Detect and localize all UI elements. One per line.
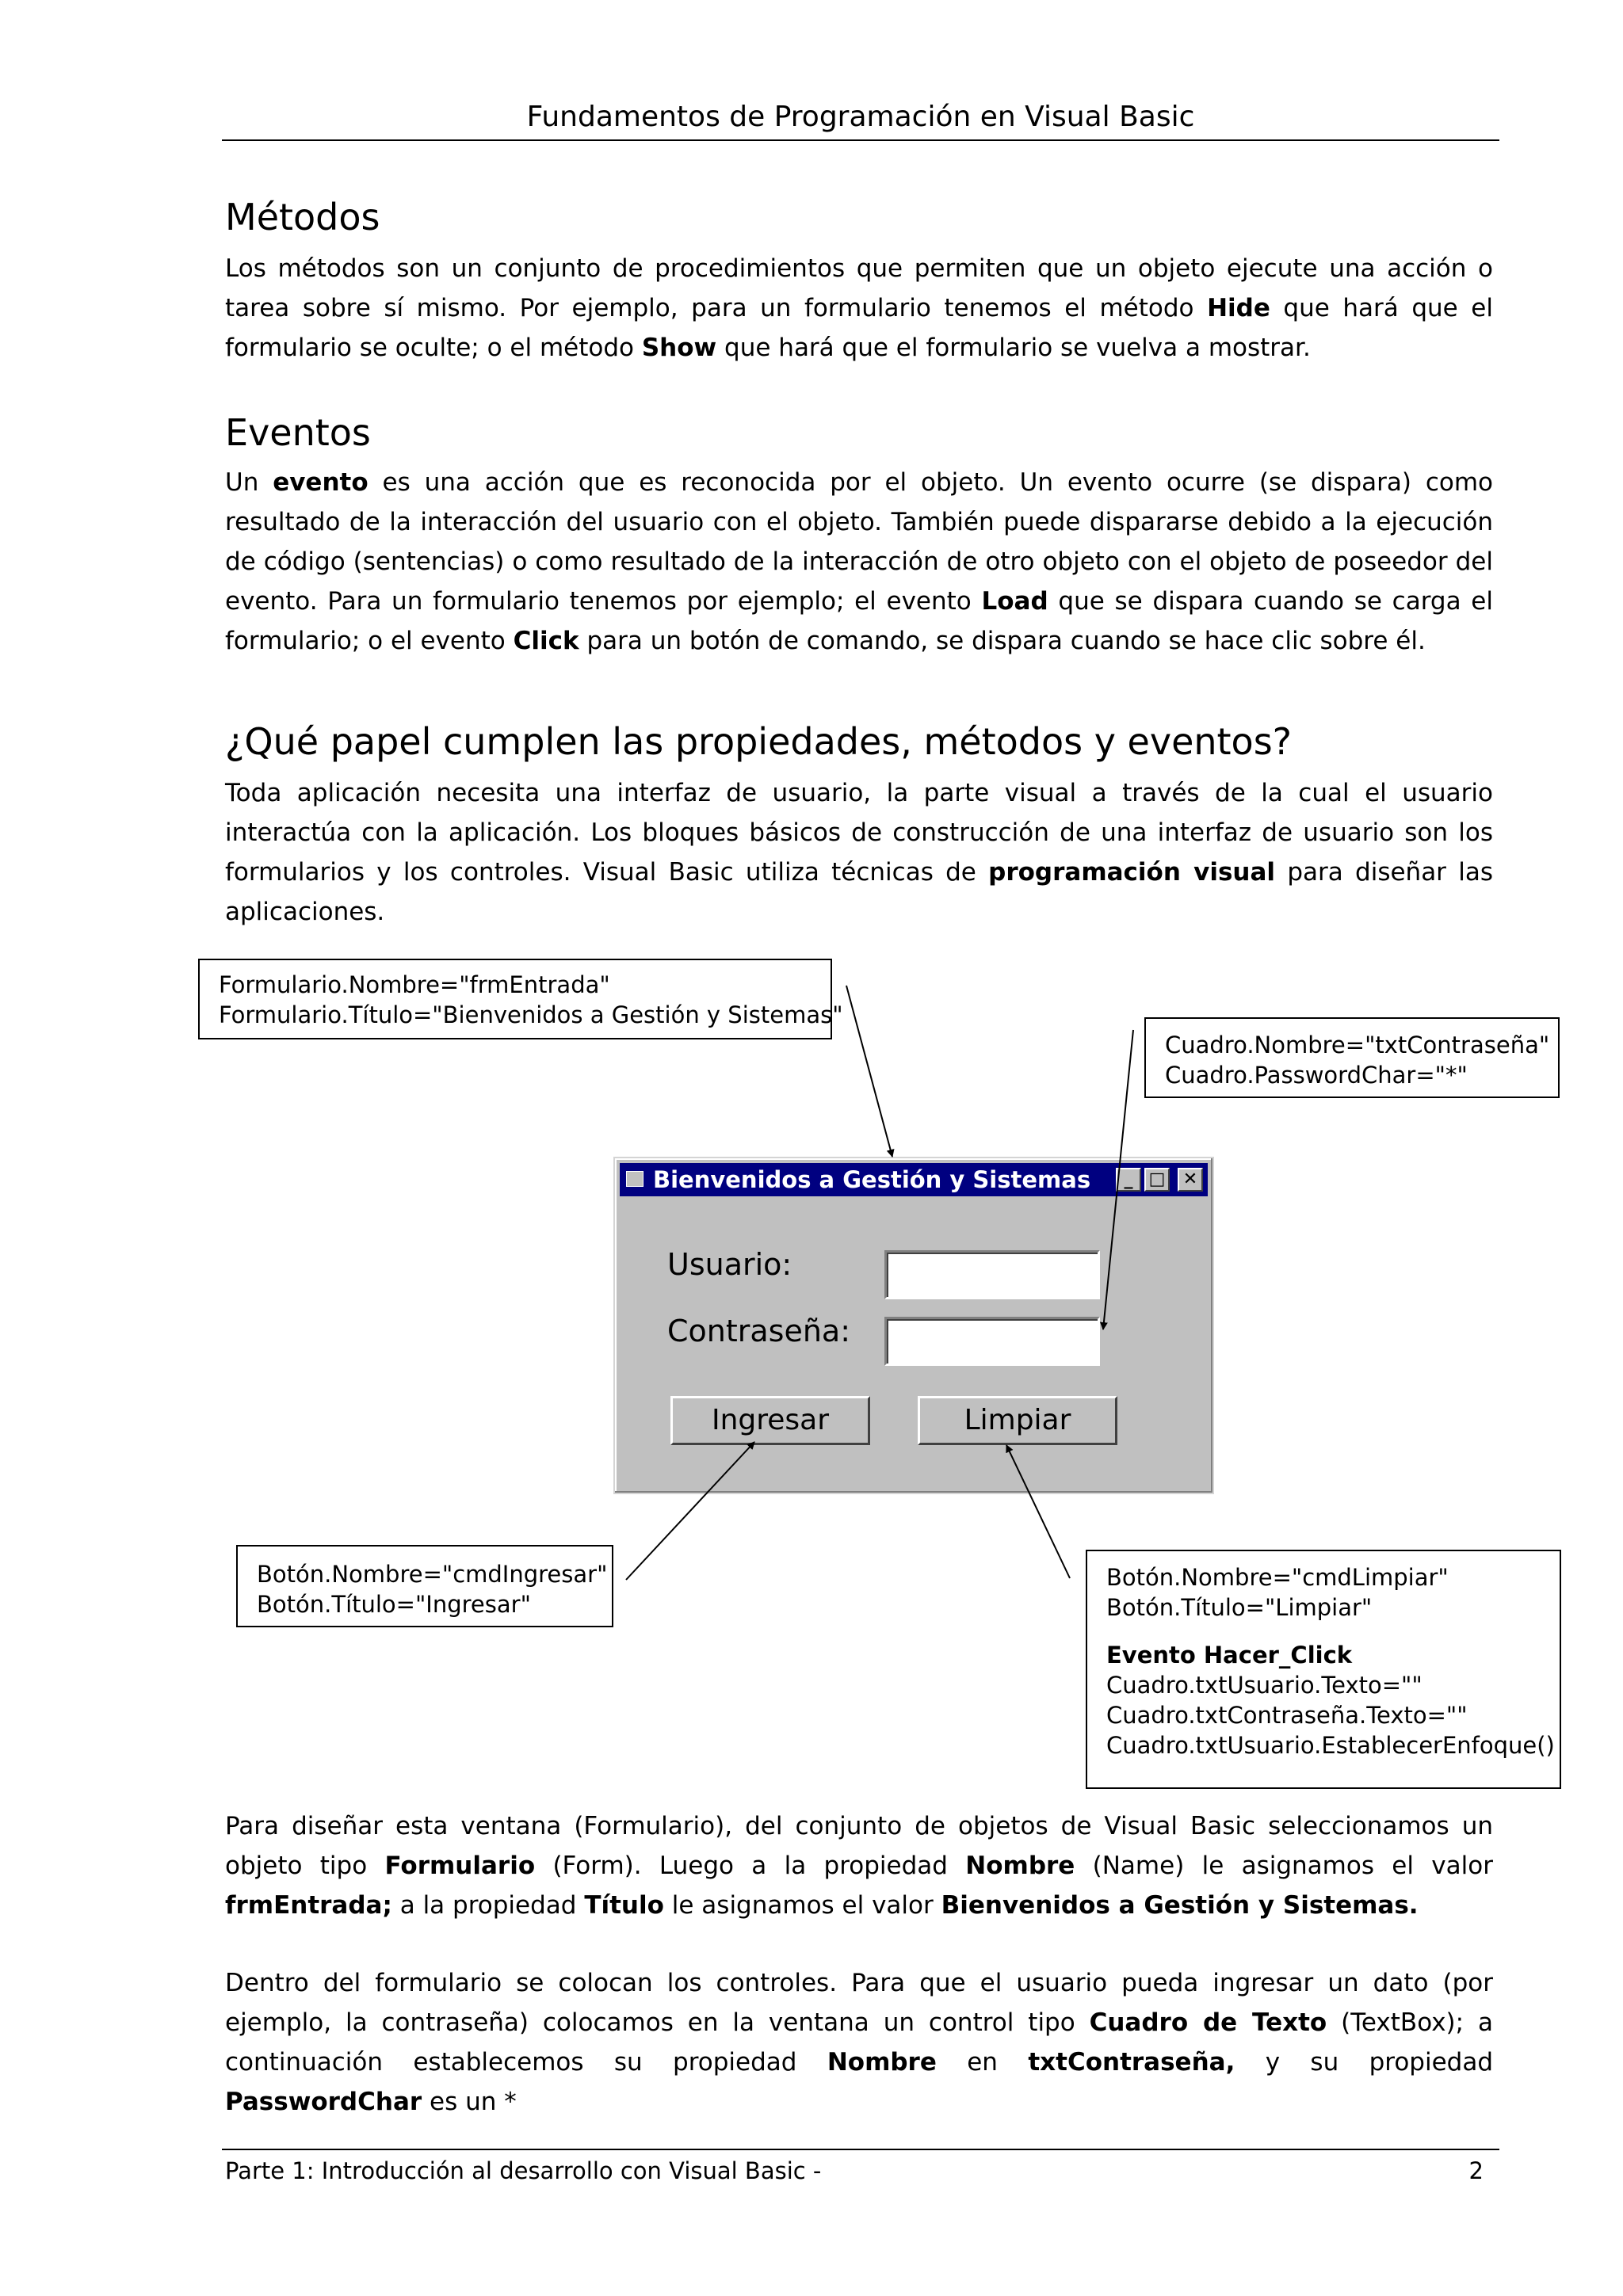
paragraph-eventos: Un evento es una acción que es reconocida por el objeto. Un evento ocurre (se dispara) como resultado de la interacción del usuario con el objeto. También puede dispararse debido a la ejecución de código (sentencias) o como resultado de la interacción de otro objeto con el objeto de poseedor del evento. Para un formulario tenemos por ejemplo; el evento Load que se dispara cuando se carga el formulario; o el evento Click para un botón de comando, se dispara cuando se hace clic sobre él.	[225, 468, 1493, 655]
arrow-limpiar	[1006, 1445, 1070, 1578]
callout-ingresar-line1: Botón.Nombre="cmdIngresar"	[257, 1561, 608, 1588]
footer-text: Parte 1: Introducción al desarrollo con Visual Basic -	[225, 2157, 822, 2184]
arrow-form	[846, 986, 892, 1157]
ingresar-button[interactable]: Ingresar	[670, 1396, 870, 1445]
callout-password-line1: Cuadro.Nombre="txtContraseña"	[1165, 1032, 1550, 1058]
contrasena-label: Contraseña:	[667, 1314, 851, 1348]
close-button[interactable]: ✕	[1178, 1168, 1203, 1192]
vb-window-title: Bienvenidos a Gestión y Sistemas	[653, 1166, 1091, 1193]
heading-metodos: Métodos	[225, 196, 380, 238]
page-header: Fundamentos de Programación en Visual Basic	[526, 101, 1195, 133]
heading-eventos: Eventos	[225, 411, 371, 454]
callout-limpiar-line2: Botón.Título="Limpiar"	[1106, 1594, 1373, 1621]
minimize-button[interactable]: _	[1116, 1168, 1141, 1192]
paragraph-formulario: Para diseñar esta ventana (Formulario), del conjunto de objetos de Visual Basic seleccionamos un objeto tipo Formulario (Form). Luego a la propiedad Nombre (Name) le asignamos el valor frmEntrada; a la propiedad Título le asignamos el valor Bienvenidos a Gestión y Sistemas.	[225, 1812, 1493, 1920]
paragraph-controles: Dentro del formulario se colocan los controles. Para que el usuario pueda ingresar un dato (por ejemplo, la contraseña) colocamos en la ventana un control tipo Cuadro de Texto (TextBox); a continuación establecemos su propiedad Nombre en txtContraseña, y su propiedad PasswordChar es un *	[225, 1969, 1494, 2116]
maximize-button[interactable]: □	[1144, 1168, 1170, 1192]
arrow-password	[1103, 1030, 1133, 1329]
heading-papel: ¿Qué papel cumplen las propiedades, métodos y eventos?	[225, 720, 1293, 763]
paragraph-papel: Toda aplicación necesita una interfaz de usuario, la parte visual a través de la cual el usuario interactúa con la aplicación. Los bloques básicos de construcción de una interfaz de usuario son los formularios y los controles. Visual Basic utiliza técnicas de programación visual para diseñar las aplicaciones.	[225, 779, 1493, 926]
usuario-label: Usuario:	[667, 1247, 792, 1282]
footer-rule	[222, 2149, 1499, 2150]
callout-form-line1: Formulario.Nombre="frmEntrada"	[219, 971, 610, 998]
paragraph-metodos: Los métodos son un conjunto de procedimientos que permiten que un objeto ejecute una acción o tarea sobre sí mismo. Por ejemplo, para un formulario tenemos el método Hide que hará que el formulario se oculte; o el método Show que hará que el formulario se vuelva a mostrar.	[225, 254, 1493, 362]
callout-limpiar-line1: Botón.Nombre="cmdLimpiar"	[1106, 1564, 1449, 1591]
callout-limpiar-line3: Cuadro.txtUsuario.Texto=""	[1106, 1672, 1423, 1699]
limpiar-button[interactable]: Limpiar	[918, 1396, 1117, 1445]
callout-password-line2: Cuadro.PasswordChar="*"	[1165, 1062, 1468, 1089]
callout-limpiar-line5: Cuadro.txtUsuario.EstablecerEnfoque()	[1106, 1732, 1555, 1759]
callout-limpiar-event-title: Evento Hacer_Click	[1106, 1642, 1353, 1669]
page-number: 2	[1468, 2157, 1484, 2184]
callout-ingresar-line2: Botón.Título="Ingresar"	[257, 1591, 531, 1618]
callout-form-line2: Formulario.Título="Bienvenidos a Gestión y Sistemas"	[219, 1001, 843, 1028]
arrow-ingresar	[626, 1442, 754, 1580]
callout-limpiar-line4: Cuadro.txtContraseña.Texto=""	[1106, 1702, 1468, 1729]
